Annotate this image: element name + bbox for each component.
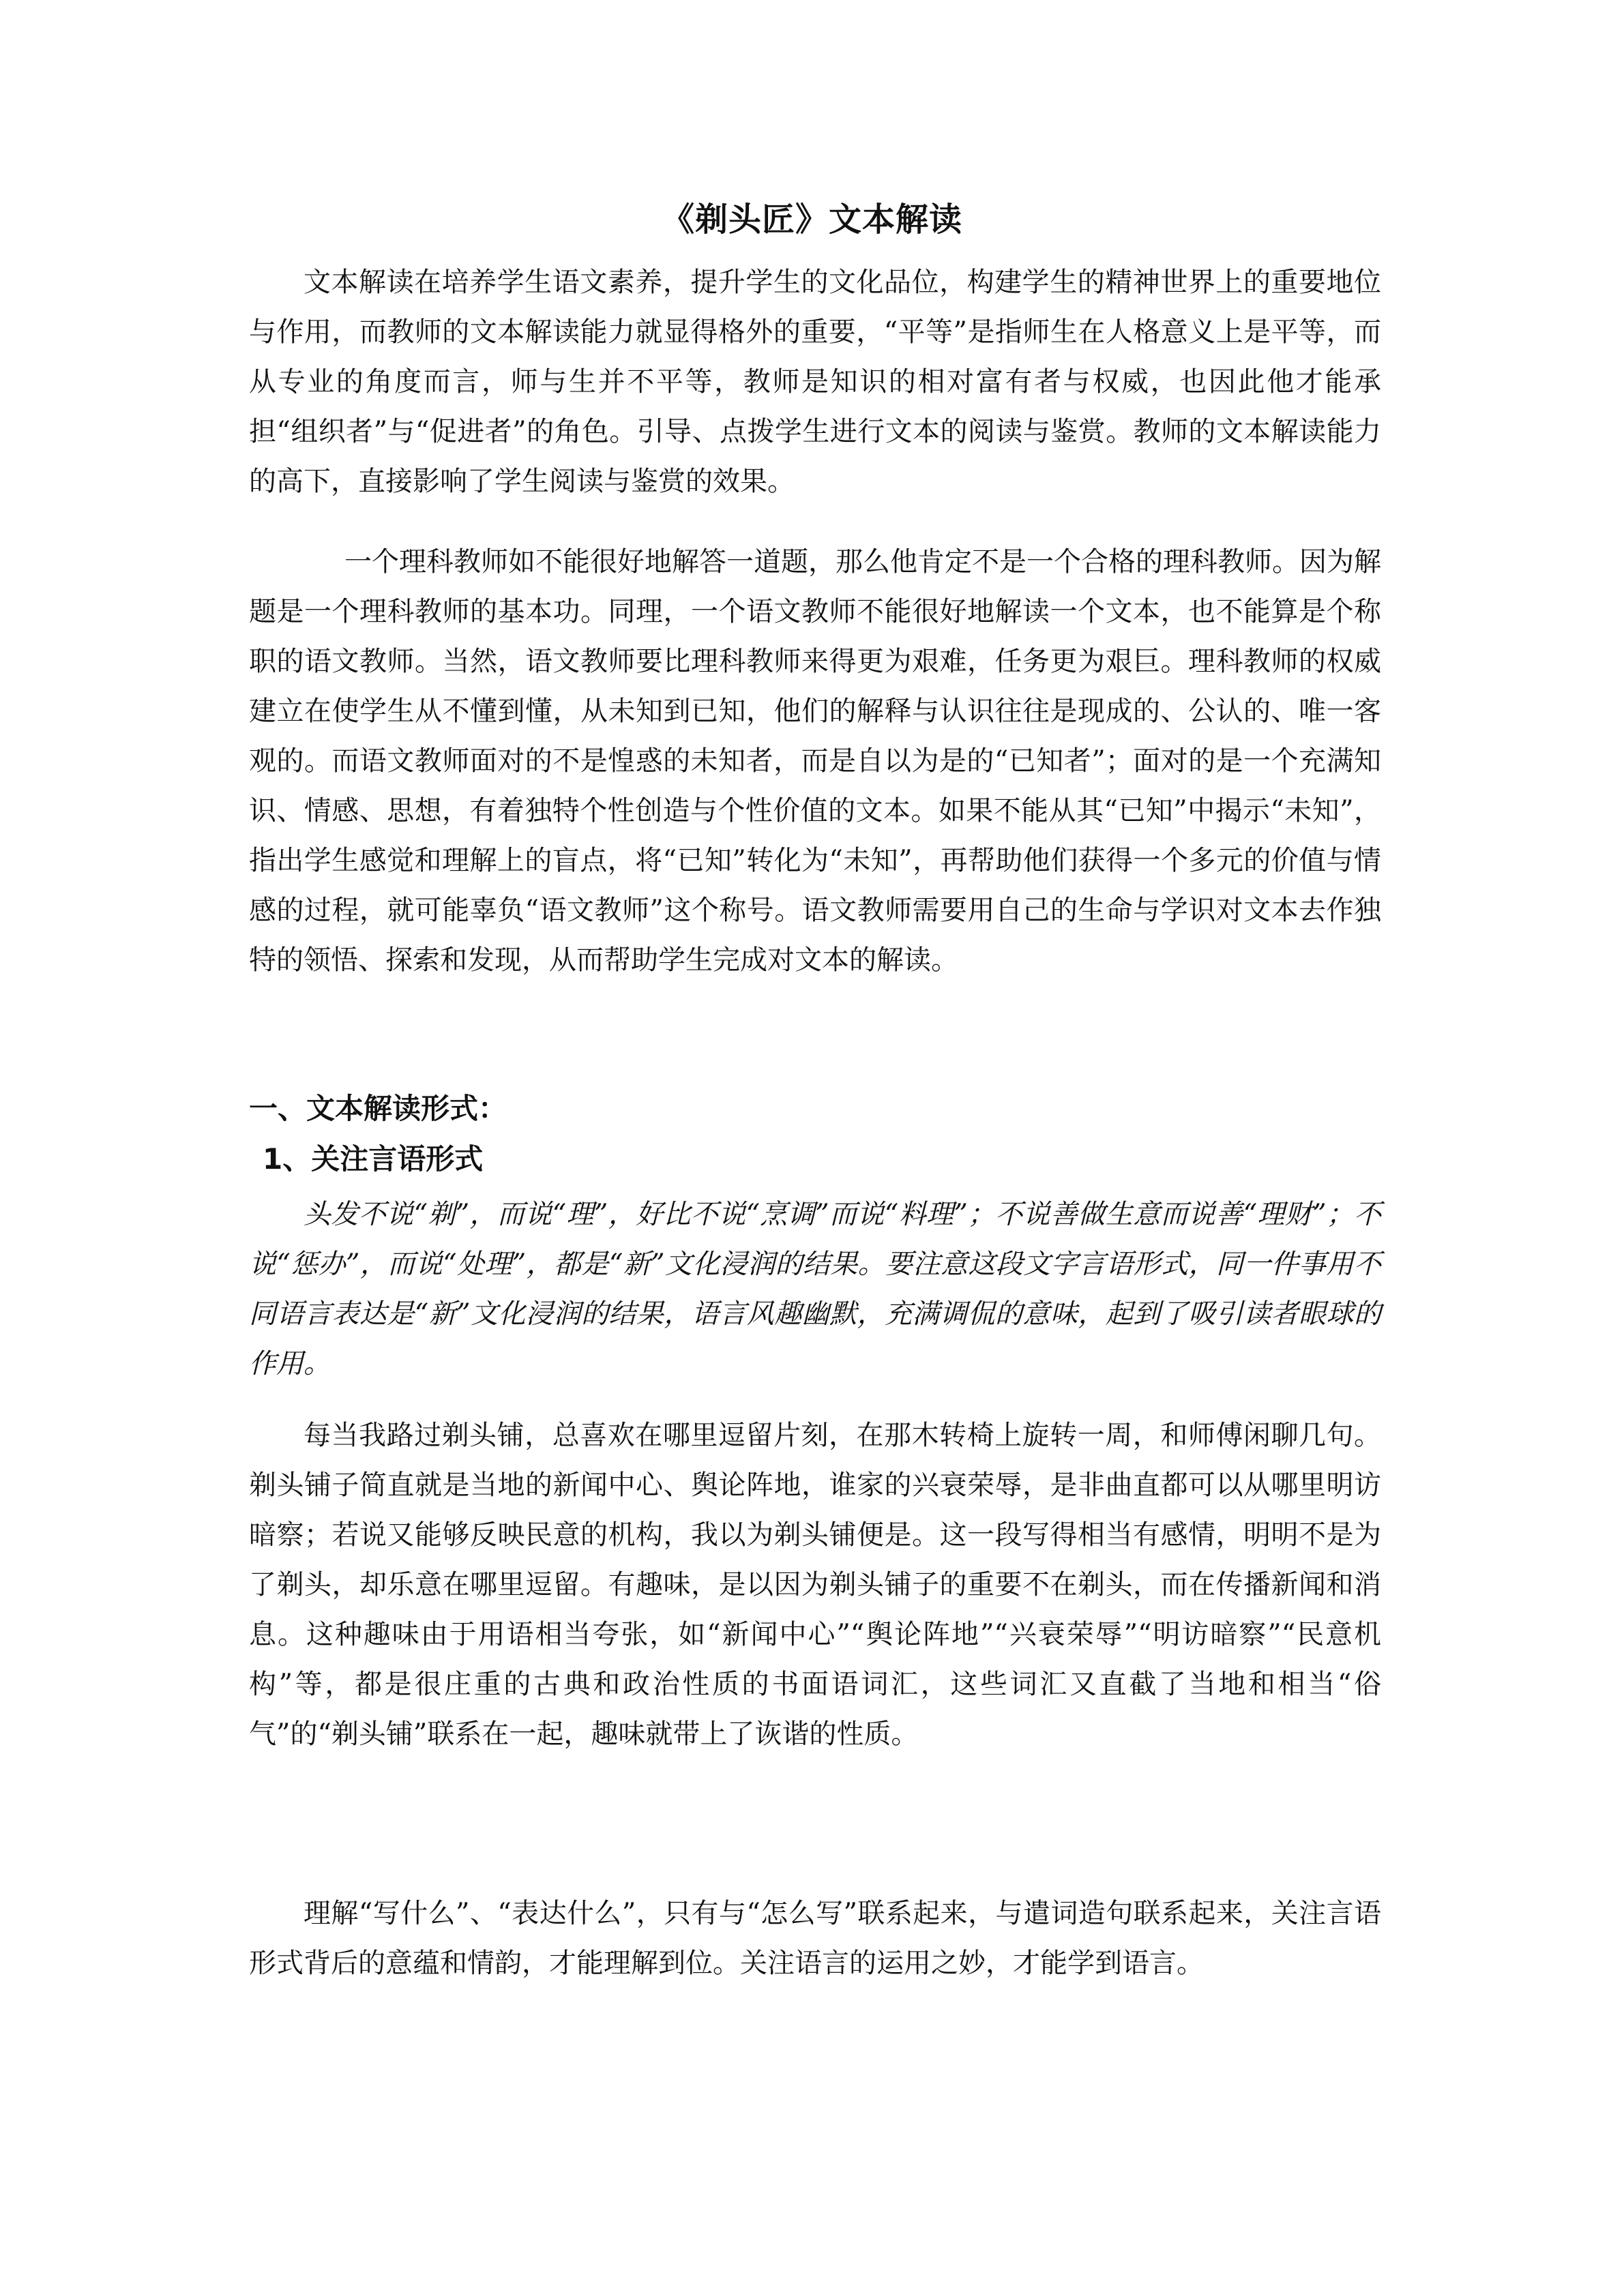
- section-heading: 一、文本解读形式：: [249, 1092, 507, 1125]
- language-form-paragraph: 头发不说“剃”，而说“理”，好比不说“烹调”而说“料理”；不说善做生意而说善“理财”；不说“惩办”，而说“处理”，都是“新”文化浸润的结果。要注意这段文字言语形式，同一件事用不同语言表达是“新”文化浸润的结果，语言风趣幽默，充满调侃的意味，起到了吸引读者眼球的作用。: [249, 1199, 1381, 1380]
- subsection-heading: 1、关注言语形式: [263, 1142, 484, 1176]
- intro-paragraph: 文本解读在培养学生语文素养，提升学生的文化品位，构建学生的精神世界上的重要地位与作用，而教师的文本解读能力就显得格外的重要，“平等”是指师生在人格意义上是平等，而从专业的角度而言，师与生并不平等，教师是知识的相对富有者与权威，也因此他才能承担“组织者”与“促进者”的角色。引导、点拨学生进行文本的阅读与鉴赏。教师的文本解读能力的高下，直接影响了学生阅读与鉴赏的效果。: [249, 267, 1381, 497]
- document-title: 《剃头匠》文本解读: [661, 200, 962, 239]
- barbershop-paragraph: 每当我路过剃头铺，总喜欢在哪里逗留片刻，在那木转椅上旋转一周，和师傅闲聊几句。剃头铺子简直就是当地的新闻中心、舆论阵地，谁家的兴衰荣辱，是非曲直都可以从哪里明访暗察；若说又能够反映民意的机构，我以为剃头铺便是。这一段写得相当有感情，明明不是为了剃头，却乐意在哪里逗留。有趣味，是以因为剃头铺子的重要不在剃头，而在传播新闻和消息。这种趣味由于用语相当夸张，如“新闻中心”“舆论阵地”“兴衰荣辱”“明访暗察”“民意机构”等，都是很庄重的古典和政治性质的书面语词汇，这些词汇又直截了当地和相当“俗气”的“剃头铺”联系在一起，趣味就带上了诙谐的性质。: [249, 1420, 1381, 1750]
- conclusion-paragraph: 理解“写什么”、“表达什么”，只有与“怎么写”联系起来，与遣词造句联系起来，关注言语形式背后的意蕴和情韵，才能理解到位。关注语言的运用之妙，才能学到语言。: [249, 1898, 1381, 1979]
- teacher-comparison-paragraph: 一个理科教师如不能很好地解答一道题，那么他肯定不是一个合格的理科教师。因为解题是一个理科教师的基本功。同理，一个语文教师不能很好地解读一个文本，也不能算是个称职的语文教师。当然，语文教师要比理科教师来得更为艰难，任务更为艰巨。理科教师的权威建立在使学生从不懂到懂，从未知到已知，他们的解释与认识往往是现成的、公认的、唯一客观的。而语文教师面对的不是惶惑的未知者，而是自以为是的“已知者”；面对的是一个充满知识、情感、思想，有着独特个性创造与个性价值的文本。如果不能从其“已知”中揭示“未知”，指出学生感觉和理解上的盲点，将“已知”转化为“未知”，再帮助他们获得一个多元的价值与情感的过程，就可能辜负“语文教师”这个称号。语文教师需要用自己的生命与学识对文本去作独特的领悟、探索和发现，从而帮助学生完成对文本的解读。: [249, 546, 1381, 976]
